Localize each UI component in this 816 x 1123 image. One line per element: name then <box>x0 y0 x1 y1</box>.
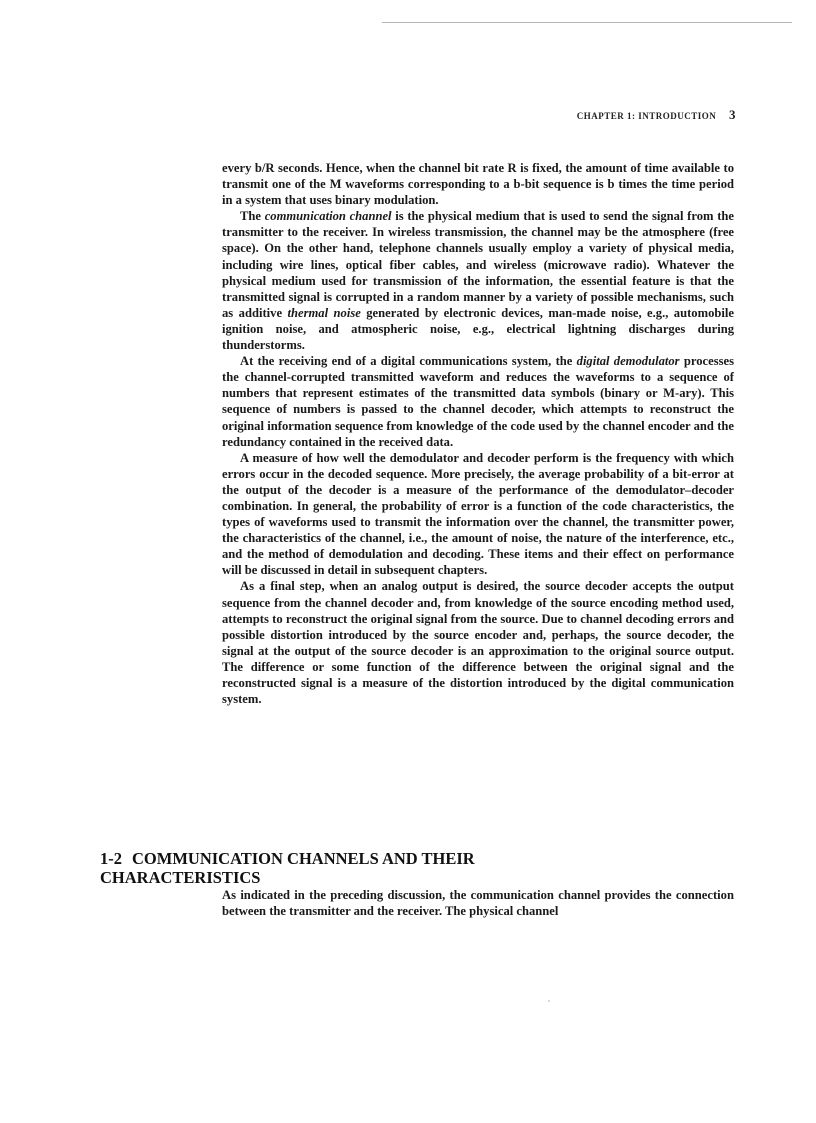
body-text <box>222 160 734 707</box>
paragraph-source-decoder: As a final step, when an analog output is desired, the source decoder accepts the output sequence from the channel decoder and, from knowledge of the source encoding method used, attempts to reconstruct the original signal from the source. Due to channel decoding errors and possible distortion introduced by the source encoder and, perhaps, the source decoder, the signal at the output of the source decoder is an approximation to the original source output. The difference or some function of the difference between the original signal and the reconstructed signal is a measure of the distortion introduced by the digital communication system. <box>222 579 734 707</box>
p2-text-a: The <box>240 209 265 224</box>
paragraph-error-measure: A measure of how well the demodulator and decoder perform is the frequency with which errors occur in the decoded sequence. More precisely, the average probability of a bit-error at the output of the decoder is a measure of the performance of the demodulator–decoder combination. In general, the probability of error is a function of the code characteristics, the types of waveforms used to transmit the information over the channel, the transmitter power, the characteristics of the channel, i.e., the amount of noise, the nature of the interference, etc., and the method of demodulation and decoding. These items and their effect on performance will be discussed in detail in subsequent chapters. <box>222 450 734 578</box>
running-head <box>520 107 736 123</box>
running-head-title: INTRODUCTION <box>638 111 717 121</box>
p3-text-a: At the receiving end of a digital communications system, the <box>240 354 577 369</box>
section-title: COMMUNICATION CHANNELS AND THEIR CHARACTERISTICS <box>100 849 475 887</box>
term-digital-demodulator: digital demodulator <box>576 354 680 369</box>
section-heading <box>100 849 570 887</box>
paragraph-digital-demodulator <box>222 353 734 450</box>
term-thermal-noise: thermal noise <box>287 305 361 320</box>
paragraph-communication-channel <box>222 208 734 353</box>
top-rule <box>382 22 792 23</box>
p3-text-b: processes the channel-corrupted transmitted waveform and reduces the waveforms to a sequence of numbers that represent estimates of the transmitted data symbols (binary or M-ary). This sequence of numbers is passed to the channel decoder, which attempts to reconstruct the original information sequence from knowledge of the code used by the channel encoder and the redundancy contained in the received data. <box>222 354 734 449</box>
running-head-chapter: CHAPTER 1: <box>576 111 636 121</box>
term-communication-channel: communication channel <box>264 209 392 224</box>
p2-text-c: generated by electronic devices, man-made noise, e.g., automobile ignition noise, and atmospheric noise, e.g., electrical lightning discharges during thunderstorms. <box>222 305 734 353</box>
section-paragraph: As indicated in the preceding discussion, the communication channel provides the connection between the transmitter and the receiver. The physical channel <box>222 888 734 919</box>
page-number: 3 <box>729 107 736 122</box>
scan-speck <box>548 1000 550 1002</box>
paragraph-1: every b/R seconds. Hence, when the channel bit rate R is fixed, the amount of time available to transmit one of the M waveforms corresponding to a b-bit sequence is b times the time period in a system that uses binary modulation. <box>222 161 734 208</box>
section-number: 1-2 <box>100 849 122 868</box>
section-body-text <box>222 887 734 919</box>
p2-text-b: is the physical medium that is used to send the signal from the transmitter to the receiver. In wireless transmission, the channel may be the atmosphere (free space). On the other hand, telephone channels usually employ a variety of physical media, including wire lines, optical fiber cables, and wireless (microwave radio). Whatever the physical medium used for transmission of the information, the essential feature is that the transmitted signal is corrupted in a random manner by a variety of possible mechanisms, such as additive <box>222 209 734 320</box>
